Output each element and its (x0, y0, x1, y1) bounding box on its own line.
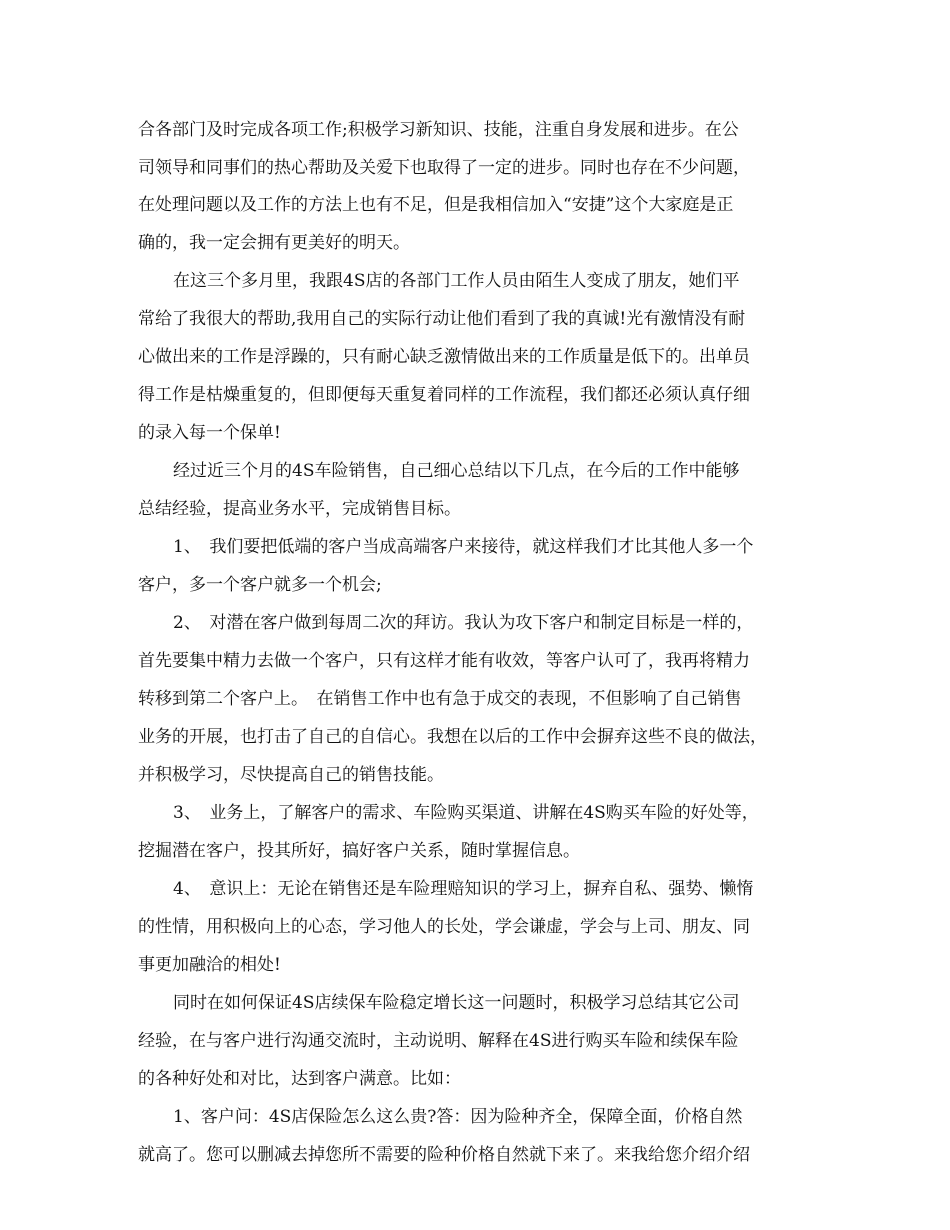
text-line-3: 在处理问题以及工作的方法上也有不足，但是我相信加入“安捷”这个大家庭是正 (138, 195, 734, 215)
text-line-5: 在这三个多月里，我跟4S店的各部门工作人员由陌生人变成了朋友，她们平 (173, 271, 740, 291)
text-line-15: 首先要集中精力去做一个客户，只有这样才能有收效，等客户认可了，我再将精力 (138, 651, 750, 671)
text-line-25: 经验，在与客户进行沟通交流时，主动说明、解释在4S进行购买车险和续保车险 (138, 1031, 739, 1051)
text-line-20: 挖掘潜在客户，投其所好，搞好客户关系，随时掌握信息。 (138, 841, 580, 861)
text-line-28: 就高了。您可以删减去掉您所不需要的险种价格自然就下来了。来我给您介绍介绍 (138, 1145, 750, 1165)
text-line-24: 同时在如何保证4S店续保车险稳定增长这一问题时，积极学习总结其它公司 (173, 993, 740, 1013)
text-line-19: 3、 业务上，了解客户的需求、车险购买渠道、讲解在4S购买车险的好处等， (173, 803, 759, 823)
text-line-14: 2、 对潜在客户做到每周二次的拜访。我认为攻下客户和制定目标是一样的， (173, 613, 754, 633)
text-line-13: 客户，多一个客户就多一个机会; (138, 575, 382, 595)
text-line-6: 常给了我很大的帮助,我用自己的实际行动让他们看到了我的真诚!光有激情没有耐 (138, 309, 746, 329)
text-line-10: 经过近三个月的4S车险销售，自己细心总结以下几点，在今后的工作中能够 (173, 461, 740, 481)
text-line-27: 1、客户问：4S店保险怎么这么贵?答：因为险种齐全，保障全面，价格自然 (173, 1107, 743, 1127)
text-line-23: 事更加融洽的相处! (138, 955, 281, 975)
text-line-4: 确的，我一定会拥有更美好的明天。 (138, 233, 410, 253)
text-line-11: 总结经验，提高业务水平，完成销售目标。 (138, 499, 461, 519)
text-line-2: 司领导和同事们的热心帮助及关爱下也取得了一定的进步。同时也存在不少问题， (138, 158, 750, 178)
text-line-7: 心做出来的工作是浮躁的，只有耐心缺乏激情做出来的工作质量是低下的。出单员 (138, 347, 750, 367)
text-line-26: 的各种好处和对比，达到客户满意。比如： (138, 1069, 461, 1089)
text-line-12: 1、 我们要把低端的客户当成高端客户来接待，就这样我们才比其他人多一个 (173, 537, 754, 557)
text-line-21: 4、 意识上：无论在销售还是车险理赔知识的学习上，摒弃自私、强势、懒惰 (173, 879, 754, 899)
text-line-1: 合各部门及时完成各项工作;积极学习新知识、技能，注重自身发展和进步。在公 (138, 120, 739, 140)
text-line-18: 并积极学习，尽快提高自己的销售技能。 (138, 765, 444, 785)
text-line-22: 的性情，用积极向上的心态，学习他人的长处，学会谦虚，学会与上司、朋友、同 (138, 917, 750, 937)
text-line-17: 业务的开展，也打击了自己的自信心。我想在以后的工作中会摒弃这些不良的做法， (138, 727, 767, 747)
text-line-8: 得工作是枯燥重复的，但即便每天重复着同样的工作流程，我们都还必须认真仔细 (138, 385, 750, 405)
text-line-16: 转移到第二个客户上。 在销售工作中也有急于成交的表现，不但影响了自己销售 (138, 689, 742, 709)
text-line-9: 的录入每一个保单! (138, 423, 281, 443)
